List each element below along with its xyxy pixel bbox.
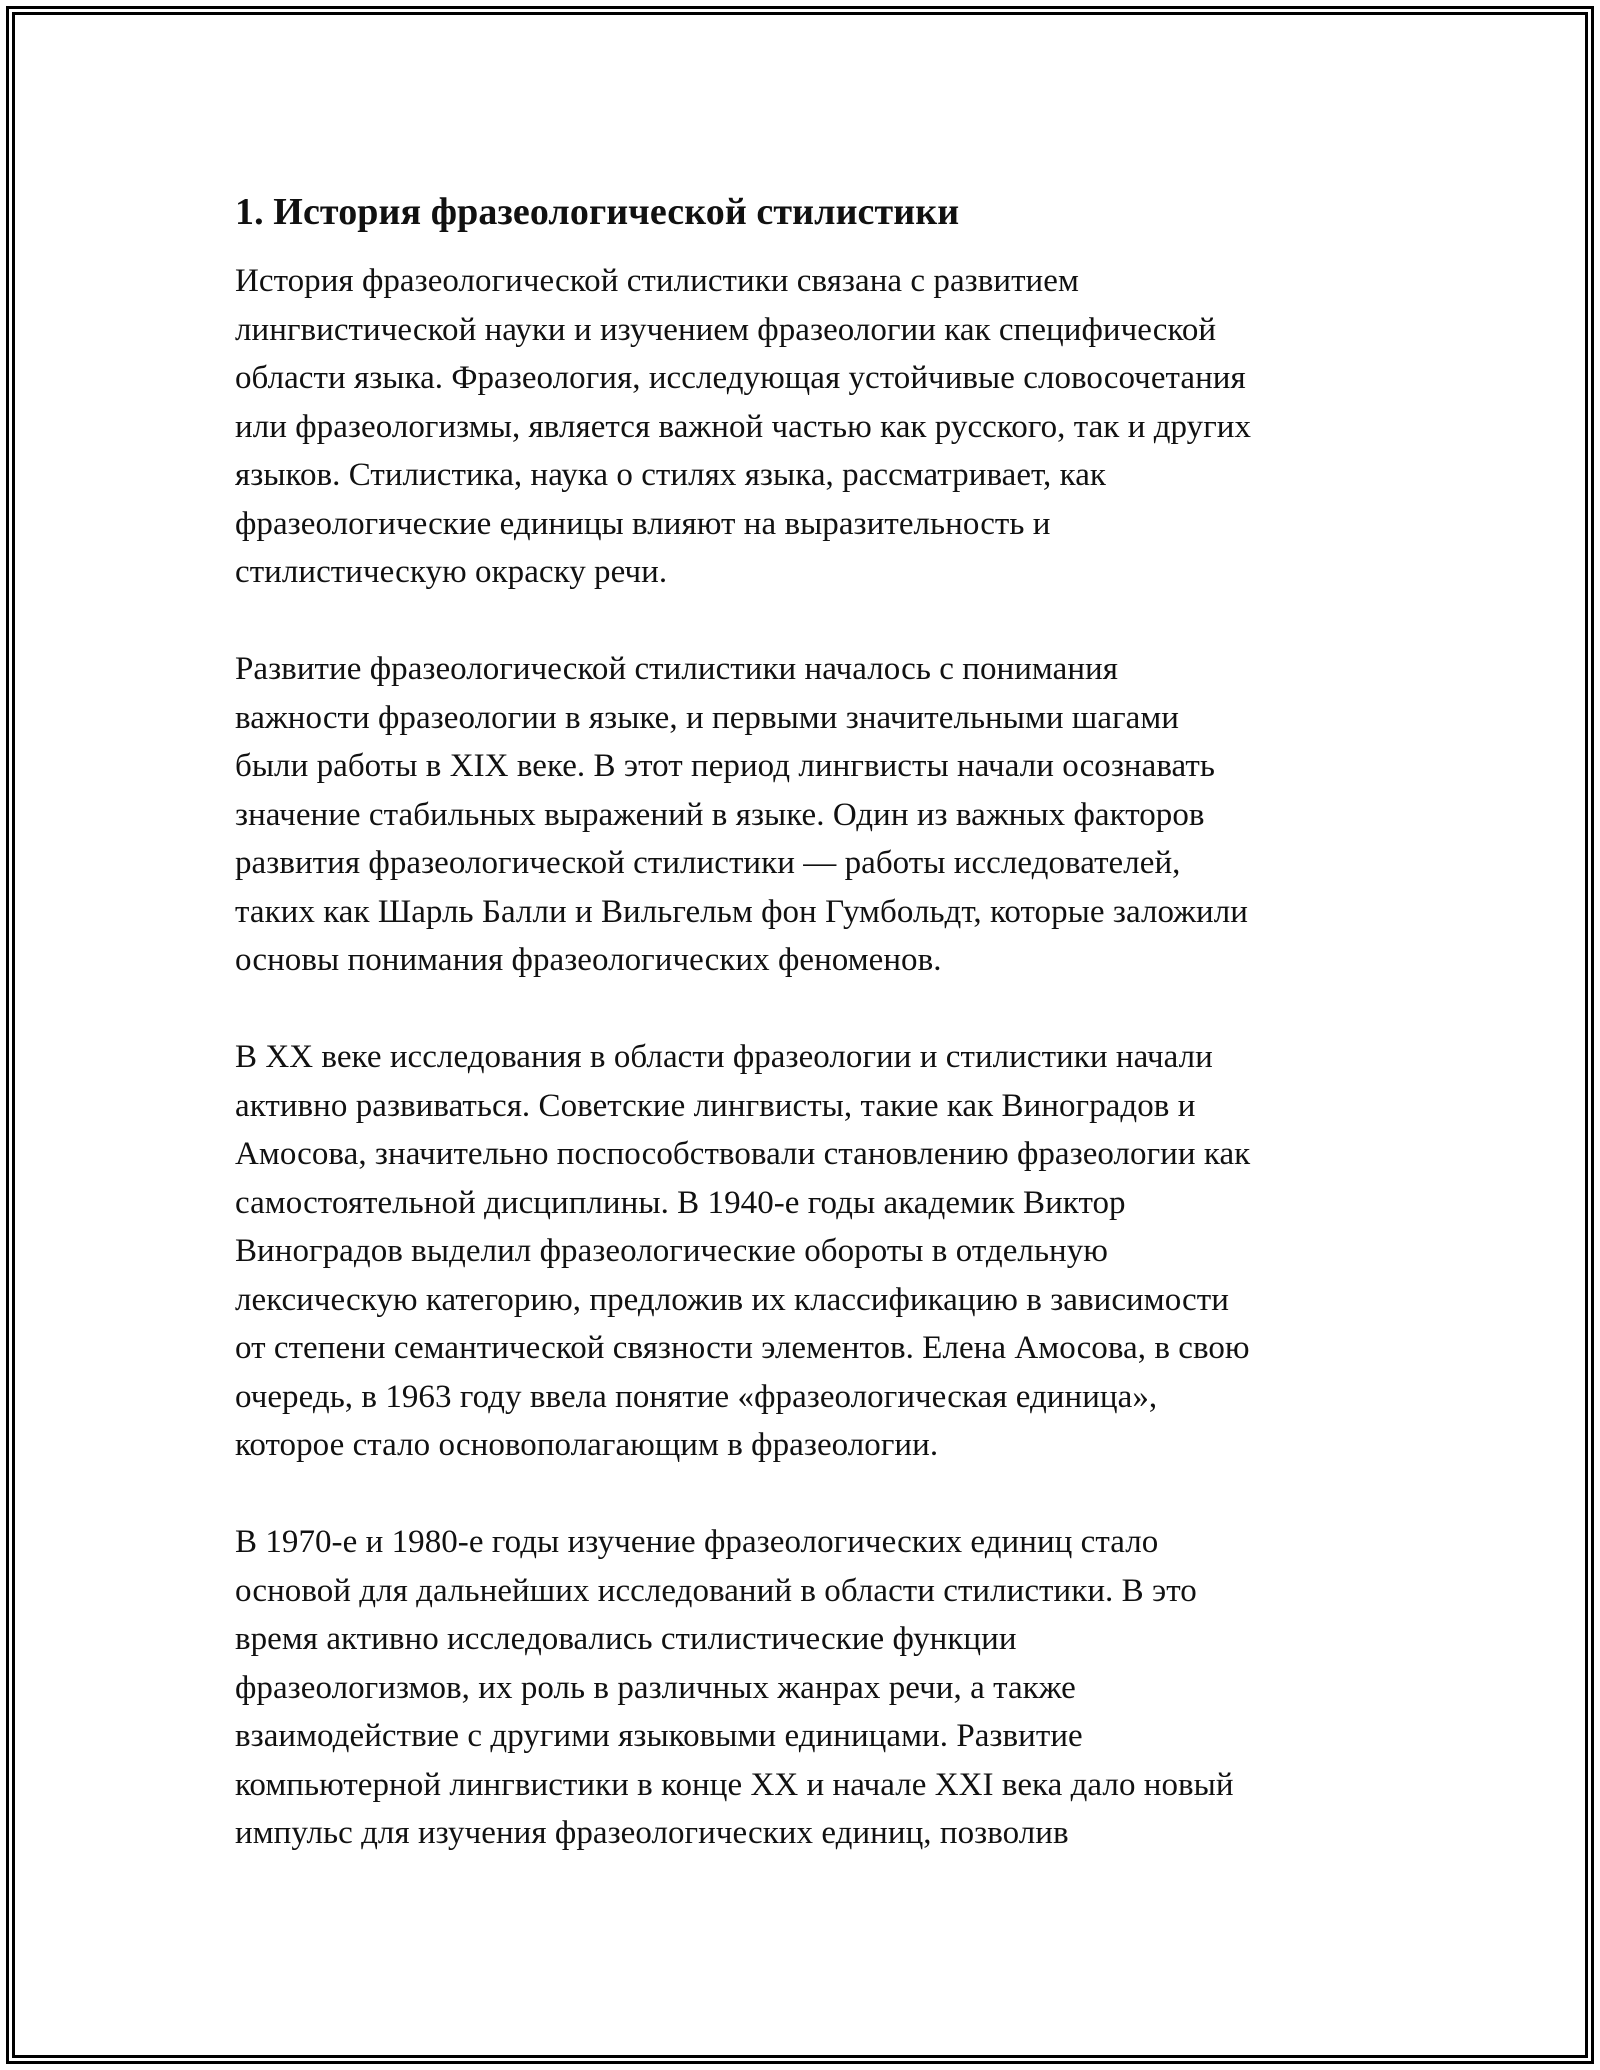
text-line: Виноградов выделил фразеологические обороты в отдельную xyxy=(235,1233,1109,1269)
text-line: значение стабильных выражений в языке. Один из важных факторов xyxy=(235,796,1205,833)
text-line: активно развиваться. Советские лингвисты, такие как Виноградов и xyxy=(235,1087,1196,1124)
text-line: важности фразеологии в языке, и первыми значительными шагами xyxy=(235,699,1180,736)
text-line: фразеологические единицы влияют на выразительность и xyxy=(235,505,1051,542)
text-line: языков. Стилистика, наука о стилях языка, рассматривает, как xyxy=(235,457,1106,493)
text-line: которое стало основополагающим в фразеологии. xyxy=(235,1427,939,1463)
text-line: В 1970-е и 1980-е годы изучение фразеологических единиц стало xyxy=(235,1524,1159,1560)
text-line: Амосова, значительно поспособствовали становлению фразеологии как xyxy=(235,1136,1251,1172)
text-line: были работы в XIX веке. В этот период лингвисты начали осознавать xyxy=(235,748,1215,784)
paragraph-4 xyxy=(235,1518,1385,1858)
text-line: лингвистической науки и изучением фразеологии как специфической xyxy=(235,311,1217,348)
text-line: или фразеологизмы, является важной частью как русского, так и других xyxy=(235,408,1252,445)
text-line: таких как Шарль Балли и Вильгельм фон Гумбольдт, которые заложили xyxy=(235,893,1248,930)
text-line: взаимодействие с другими языковыми единицами. Развитие xyxy=(235,1718,1083,1754)
text-line: основой для дальнейших исследований в области стилистики. В это xyxy=(235,1572,1197,1609)
paragraph-3 xyxy=(235,1033,1385,1470)
paragraph-2 xyxy=(235,645,1385,985)
text-line: время активно исследовались стилистические функции xyxy=(235,1621,1017,1657)
text-line: компьютерной лингвистики в конце XX и начале XXI века дало новый xyxy=(235,1766,1234,1803)
text-line: импульс для изучения фразеологических единиц, позволив xyxy=(235,1815,1069,1851)
text-line: самостоятельной дисциплины. В 1940-е годы академик Виктор xyxy=(235,1184,1126,1221)
document-body xyxy=(235,185,1385,1906)
text-line: очередь, в 1963 году ввела понятие «фразеологическая единица», xyxy=(235,1378,1158,1415)
text-line: лексическую категорию, предложив их классификацию в зависимости xyxy=(235,1281,1229,1318)
text-line: области языка. Фразеология, исследующая устойчивые словосочетания xyxy=(235,360,1246,396)
text-line: фразеологизмов, их роль в различных жанрах речи, а также xyxy=(235,1669,1076,1706)
text-line: Развитие фразеологической стилистики началось с понимания xyxy=(235,651,1118,687)
text-line: История фразеологической стилистики связана с развитием xyxy=(235,263,1079,299)
text-line: стилистическую окраску речи. xyxy=(235,554,668,590)
paragraph-1 xyxy=(235,257,1385,597)
text-line: В XX веке исследования в области фразеологии и стилистики начали xyxy=(235,1039,1213,1075)
text-line: основы понимания фразеологических феноменов. xyxy=(235,942,942,978)
text-line: от степени семантической связности элементов. Елена Амосова, в свою xyxy=(235,1330,1250,1366)
text-line: развития фразеологической стилистики — работы исследователей, xyxy=(235,845,1181,881)
section-heading: 1. История фразеологической стилистики xyxy=(235,191,960,233)
